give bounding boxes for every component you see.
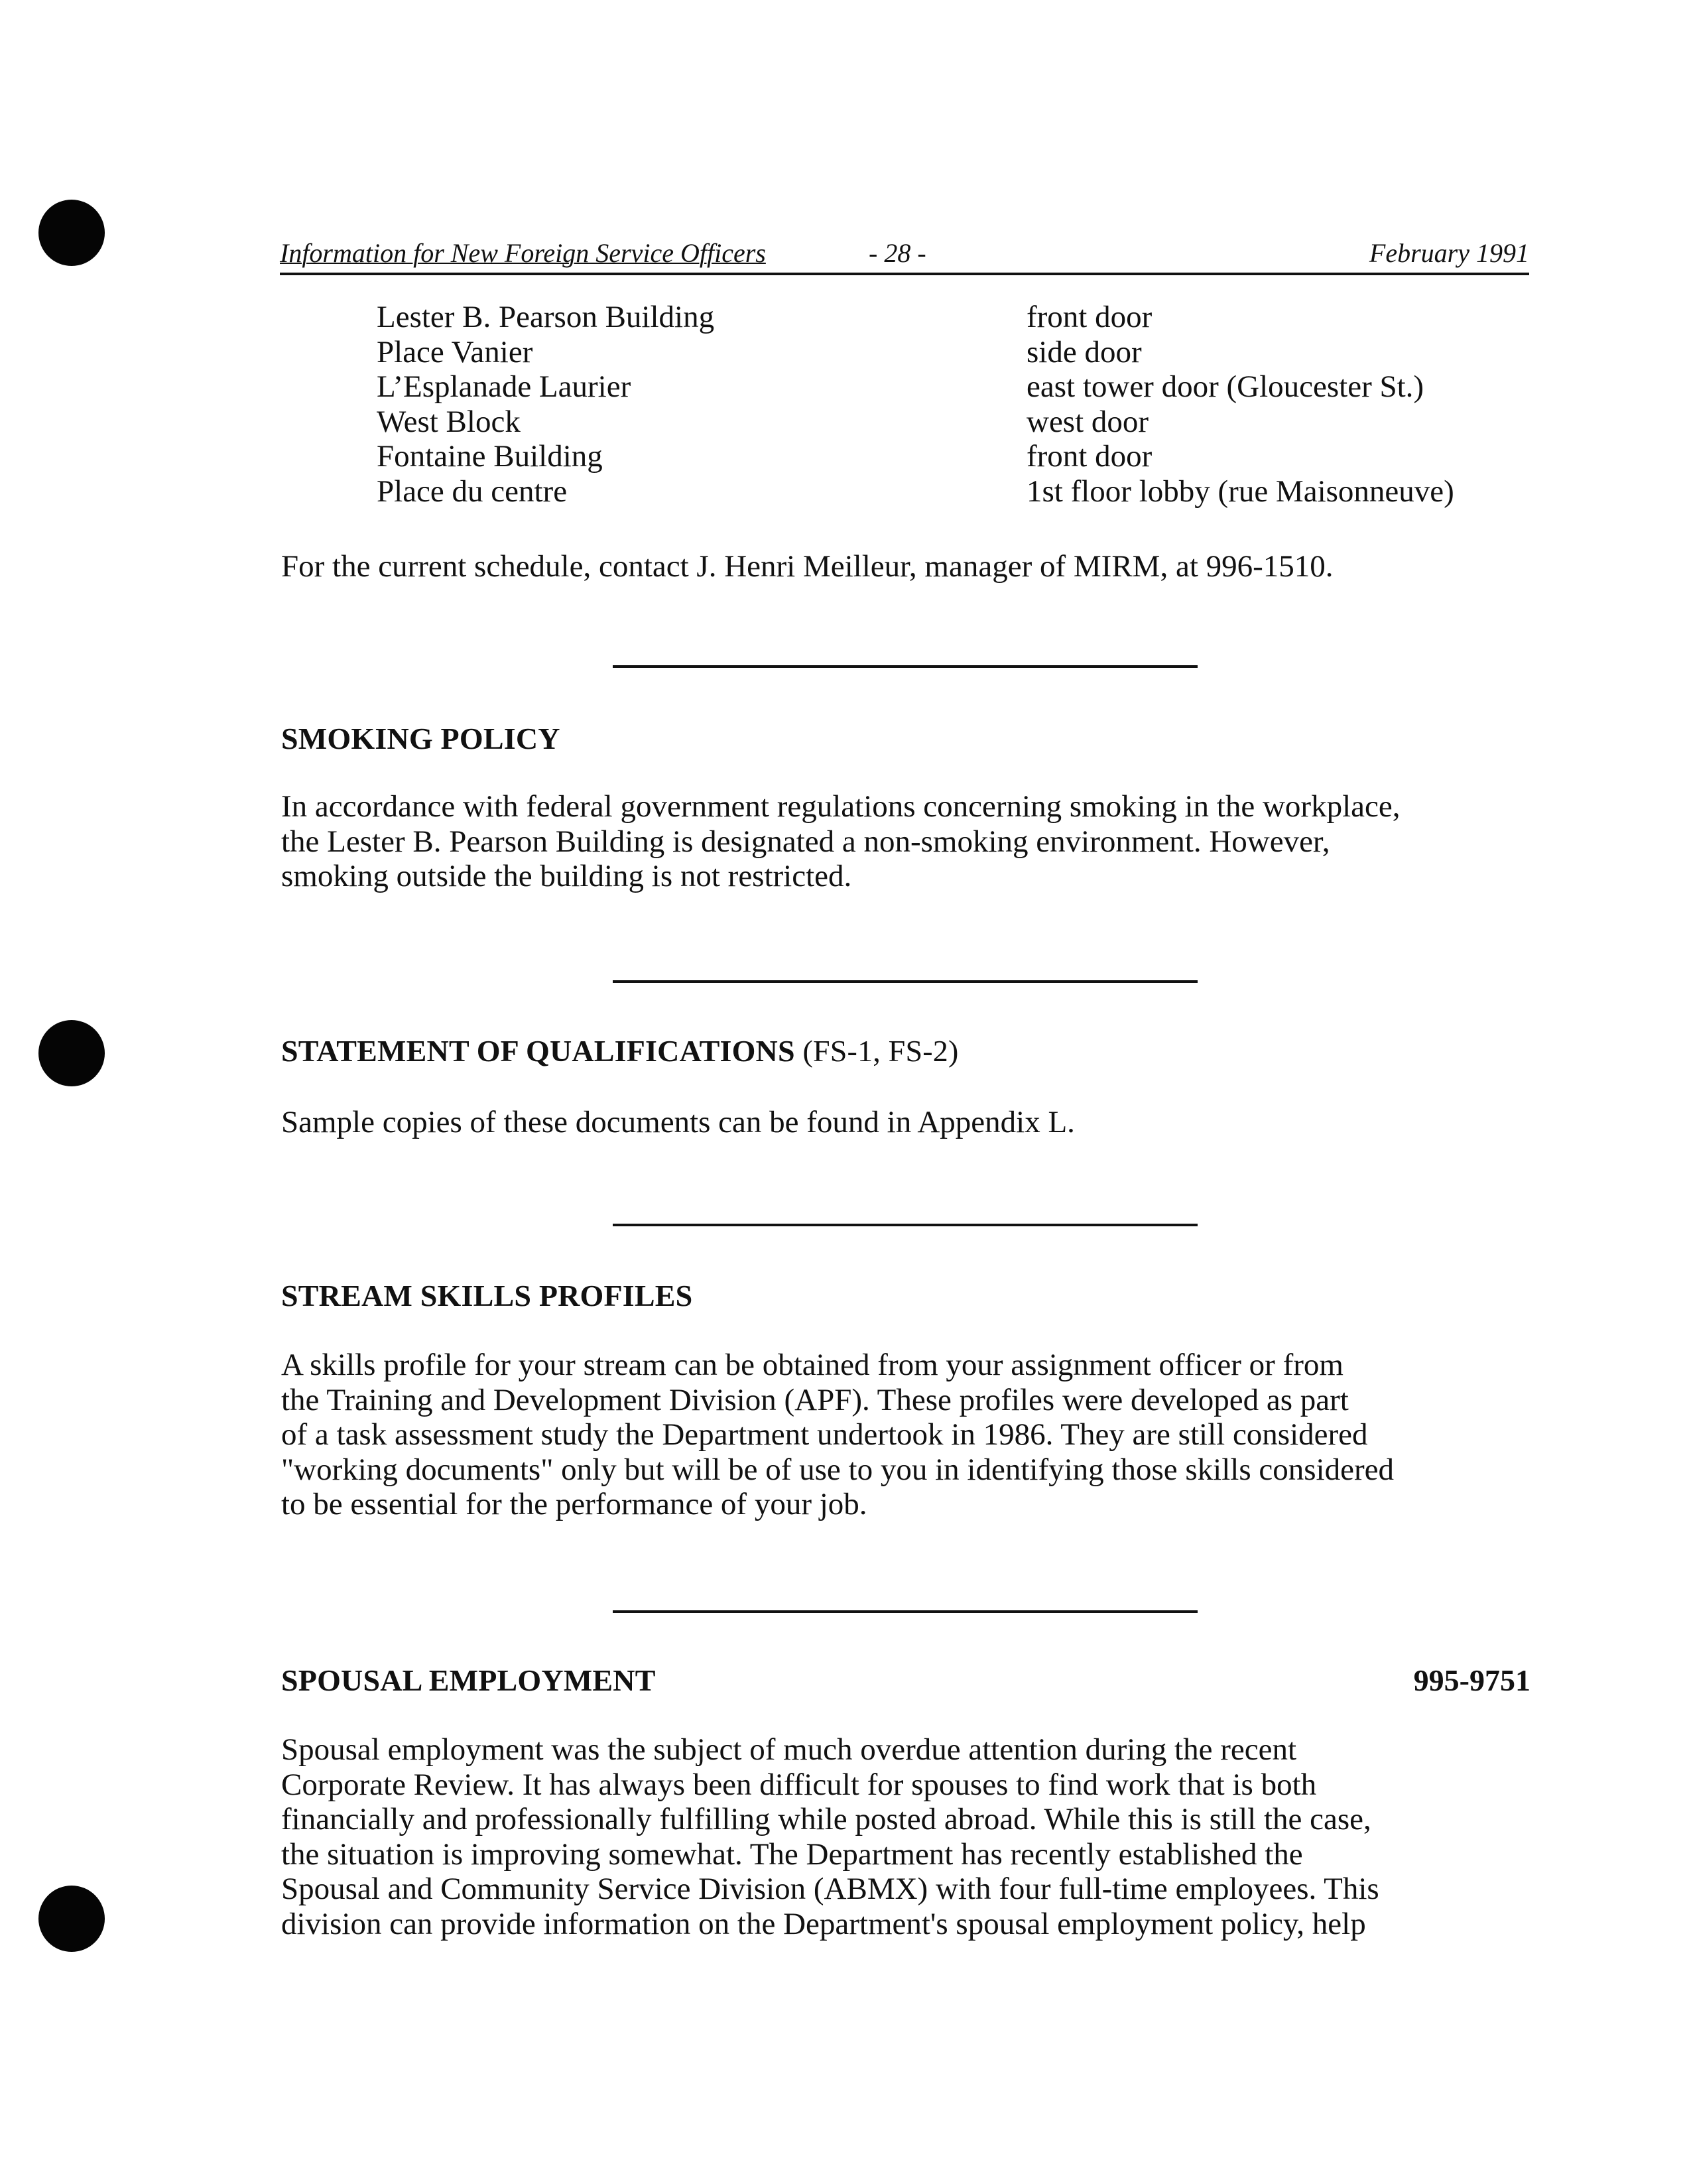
building-name: Fontaine Building <box>377 439 603 474</box>
skills-paragraph: A skills profile for your stream can be obtained from your assignment officer or from the Training and Development Division (APF). These profiles were developed as part of a task assessment study the Department undertook in 1986. They are still considered "working documents" only but will be of use to you in identifying those skills considered to be essential for the performance of your job. <box>281 1348 1394 1521</box>
door-location: west door <box>1027 404 1149 439</box>
building-name: Lester B. Pearson Building <box>377 300 715 334</box>
section-divider <box>613 980 1198 983</box>
door-location: front door <box>1027 439 1153 474</box>
schedule-note: For the current schedule, contact J. Henri Meilleur, manager of MIRM, at 996-1510. <box>281 549 1334 584</box>
header-title: Information for New Foreign Service Officers <box>280 238 766 268</box>
door-location: 1st floor lobby (rue Maisonneuve) <box>1027 474 1454 509</box>
binder-hole-top <box>38 200 105 266</box>
building-name: Place Vanier <box>377 334 533 369</box>
section-divider <box>613 665 1198 668</box>
list-item <box>377 369 1531 405</box>
building-name: Place du centre <box>377 474 568 509</box>
page-header <box>280 235 1529 275</box>
binder-hole-bottom <box>38 1886 105 1952</box>
header-date: February 1991 <box>1369 238 1529 268</box>
section-heading-skills: STREAM SKILLS PROFILES <box>281 1279 693 1313</box>
spousal-phone-number: 995-9751 <box>1413 1663 1531 1697</box>
building-door-list <box>377 300 1531 509</box>
door-location: east tower door (Gloucester St.) <box>1027 369 1424 404</box>
door-location: side door <box>1027 334 1142 369</box>
section-heading-smoking: SMOKING POLICY <box>281 722 560 755</box>
heading-suffix: (FS-1, FS-2) <box>802 1034 959 1068</box>
list-item <box>377 405 1531 440</box>
building-name: L’Esplanade Laurier <box>377 369 631 404</box>
spousal-paragraph: Spousal employment was the subject of much overdue attention during the recent Corporate Review. It has always been difficult for spouses to find work that is both financially and professionally fulfilling while posted abroad. While this is still the case, the situation is improving somewhat. The Department has recently established the Spousal and Community Service Division (ABMX) with four full-time employees. This division can provide information on the Department's spousal employment policy, help <box>281 1732 1379 1941</box>
section-heading-spousal: SPOUSAL EMPLOYMENT <box>281 1663 656 1697</box>
page-number: - 28 - <box>869 238 926 268</box>
list-item <box>377 439 1531 474</box>
section-heading-qualifications: STATEMENT OF QUALIFICATIONS (FS-1, FS-2) <box>281 1034 959 1068</box>
smoking-paragraph: In accordance with federal government regulations concerning smoking in the workplace, the Lester B. Pearson Building is designated a non-smoking environment. However, smoking outside the building is not restricted. <box>281 789 1401 893</box>
building-name: West Block <box>377 404 521 439</box>
binder-hole-middle <box>38 1020 105 1086</box>
qualifications-paragraph: Sample copies of these documents can be found in Appendix L. <box>281 1105 1075 1139</box>
list-item <box>377 300 1531 335</box>
section-divider <box>613 1224 1198 1226</box>
list-item <box>377 335 1531 370</box>
section-divider <box>613 1610 1198 1613</box>
door-location: front door <box>1027 300 1153 334</box>
list-item <box>377 474 1531 509</box>
